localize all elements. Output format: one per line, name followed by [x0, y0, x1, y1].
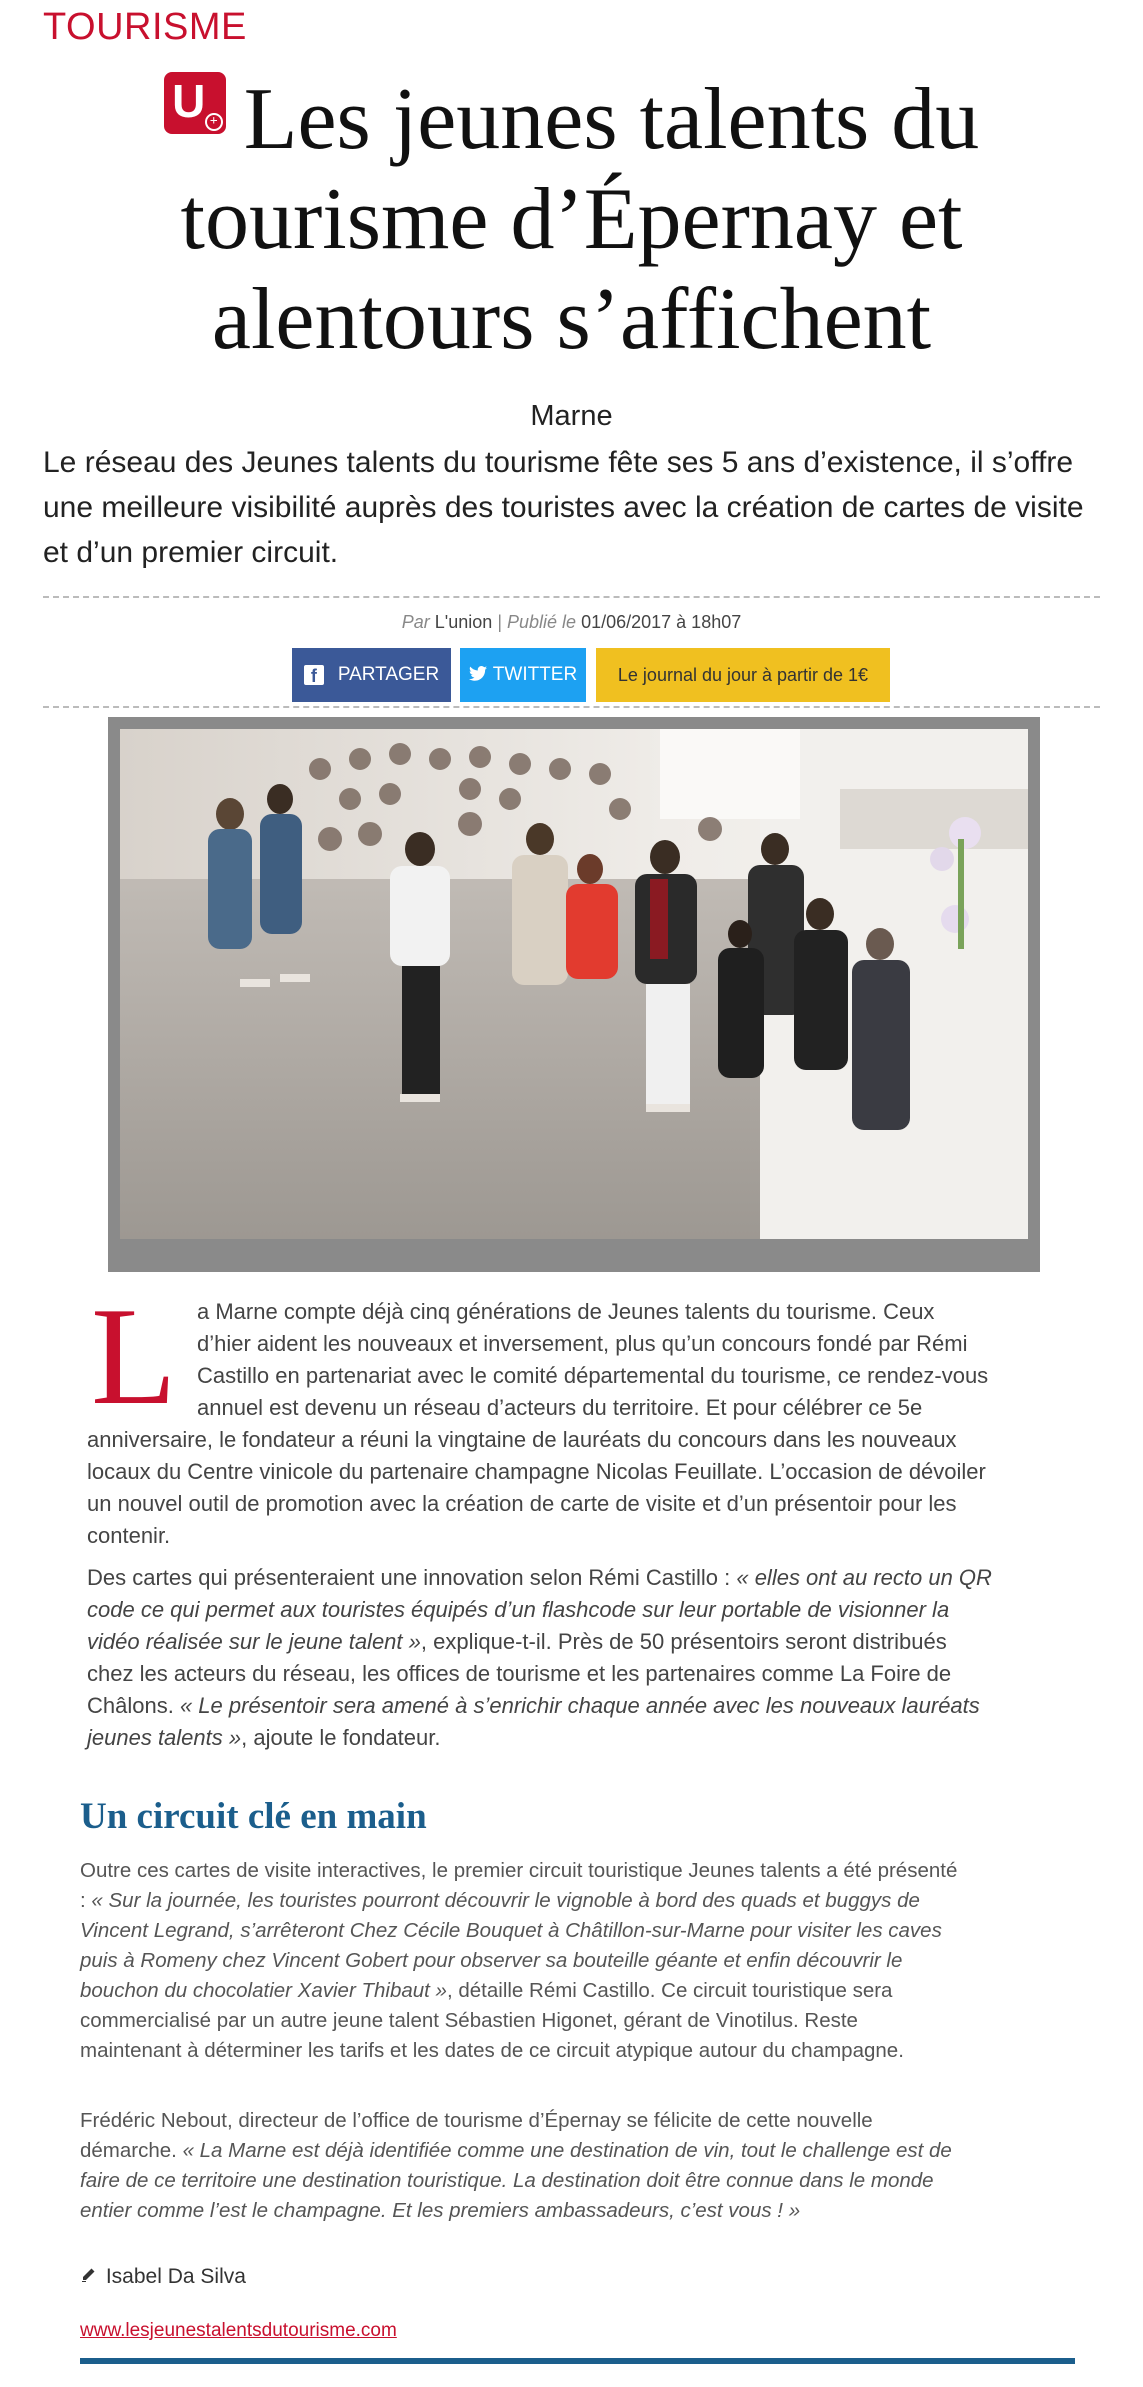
paragraph-3-quote: « Sur la journée, les touristes pourront découvrir le vignoble à bord des quads et buggys de Vincent Legrand, s’arrêteront Chez Cécile Bouquet à Châtillon-sur-Marne pour visiter les caves puis à Romeny chez Vincent Gobert pour observer sa bouteille géante et enfin découvrir le bouchon du chocolatier Xavier Thibaut »	[80, 1889, 942, 2002]
paragraph-2-quote-1: « elles ont au recto un QR code ce qui permet aux touristes équipés d’un flashcode sur leur portable de visionner la vidéo réalisée sur le jeune talent »	[87, 1565, 992, 1654]
headline-text: Les jeunes talents du tourisme d’Épernay et alentours s’affichent	[180, 71, 980, 368]
section-rubric: TOURISME	[43, 6, 247, 48]
paragraph-2-text-b: , explique-t-il. Près de 50 présentoirs seront distribués chez les acteurs du réseau, les offices de tourisme et les partenaires comme La Foire de Châlons.	[87, 1629, 952, 1718]
twitter-share-button[interactable]	[460, 648, 586, 702]
twitter-bird-icon	[469, 648, 487, 702]
article-paragraph-4	[80, 2106, 960, 2226]
article-paragraph-3	[80, 1856, 960, 2066]
by-label: Par	[401, 612, 430, 632]
pencil-icon	[80, 2265, 96, 2289]
drop-cap: L	[91, 1279, 177, 1434]
author-name: Isabel Da Silva	[105, 2265, 246, 2288]
paragraph-3-text-a: Outre ces cartes de visite interactives, le premier circuit touristique Jeunes talents a été présenté :	[80, 1859, 958, 1912]
bottom-rule	[80, 2358, 1075, 2364]
meta-separator: |	[497, 612, 502, 632]
paragraph-4-quote: « La Marne est déjà identifiée comme une destination de vin, tout le challenge est de faire de ce territoire une destination touristique. La destination doit être connue dans le monde entier comme l’est le champagne. Et les premiers ambassadeurs, c’est vous ! »	[80, 2139, 952, 2222]
region-label: Marne	[530, 400, 613, 432]
paragraph-1-text: a Marne compte déjà cinq générations de Jeunes talents du tourisme. Ceux d’hier aident les nouveaux et inversement, plus qu’un concours fondé par Rémi Castillo en partenariat avec le comité départemental du tourisme, ce rendez-vous annuel est devenu un réseau d’acteurs du territoire. Et pour célébrer ce 5e anniversaire, le fondateur a réuni la vingtaine de lauréats du concours dans les nouveaux locaux du Centre vinicole du partenaire champagne Nicolas Feuillate. L’occasion de dévoiler un nouvel outil de promotion avec la création de carte de visite et d’un présentoir pour les contenir.	[87, 1299, 989, 1548]
article-meta	[0, 612, 1143, 633]
facebook-icon: f	[304, 665, 324, 685]
divider-top	[43, 596, 1100, 598]
group-photo-image	[120, 729, 1028, 1239]
article-paragraph-2	[87, 1562, 992, 1754]
website-link[interactable]: www.lesjeunestalentsdutourisme.com	[80, 2320, 397, 2341]
paragraph-2-quote-2: « Le présentoir sera amené à s’enrichir chaque année avec les nouveaux lauréats jeunes talents »	[87, 1693, 980, 1750]
publish-date: 01/06/2017 à 18h07	[581, 612, 742, 632]
article-lead: Le réseau des Jeunes talents du tourisme fête ses 5 ans d’existence, il s’offre une meilleure visibilité auprès des touristes avec la création de cartes de visite et d’un premier circuit.	[43, 446, 1084, 569]
twitter-share-label: TWITTER	[492, 664, 578, 685]
section-subheading: Un circuit clé en main	[80, 1796, 427, 1837]
byline-source: L'union	[434, 612, 493, 632]
published-label: Publié le	[507, 612, 577, 632]
paragraph-4-text: Frédéric Nebout, directeur de l’office de tourisme d’Épernay se félicite de cette nouvelle démarche.	[80, 2109, 873, 2162]
article-title	[60, 70, 1083, 370]
facebook-share-button[interactable]	[292, 648, 451, 702]
paragraph-2-text-a: Des cartes qui présenteraient une innovation selon Rémi Castillo :	[87, 1565, 737, 1590]
article-author	[80, 2265, 246, 2289]
article-photo-frame	[108, 717, 1040, 1272]
union-logo-icon: U +	[164, 72, 226, 134]
paragraph-2-text-c: , ajoute le fondateur.	[241, 1725, 441, 1750]
paragraph-3-text-b: , détaille Rémi Castillo. Ce circuit touristique sera commercialisé par un autre jeune talent Sébastien Higonet, gérant de Vinotilus. Reste maintenant à déterminer les tarifs et les dates de ce circuit atypique autour du champagne.	[80, 1979, 904, 2062]
journal-subscribe-button[interactable]: Le journal du jour à partir de 1€	[596, 648, 890, 702]
divider-bottom	[43, 706, 1100, 708]
article-paragraph-1	[87, 1279, 992, 1552]
facebook-share-label: PARTAGER	[337, 664, 440, 685]
headline-block	[60, 70, 1083, 370]
